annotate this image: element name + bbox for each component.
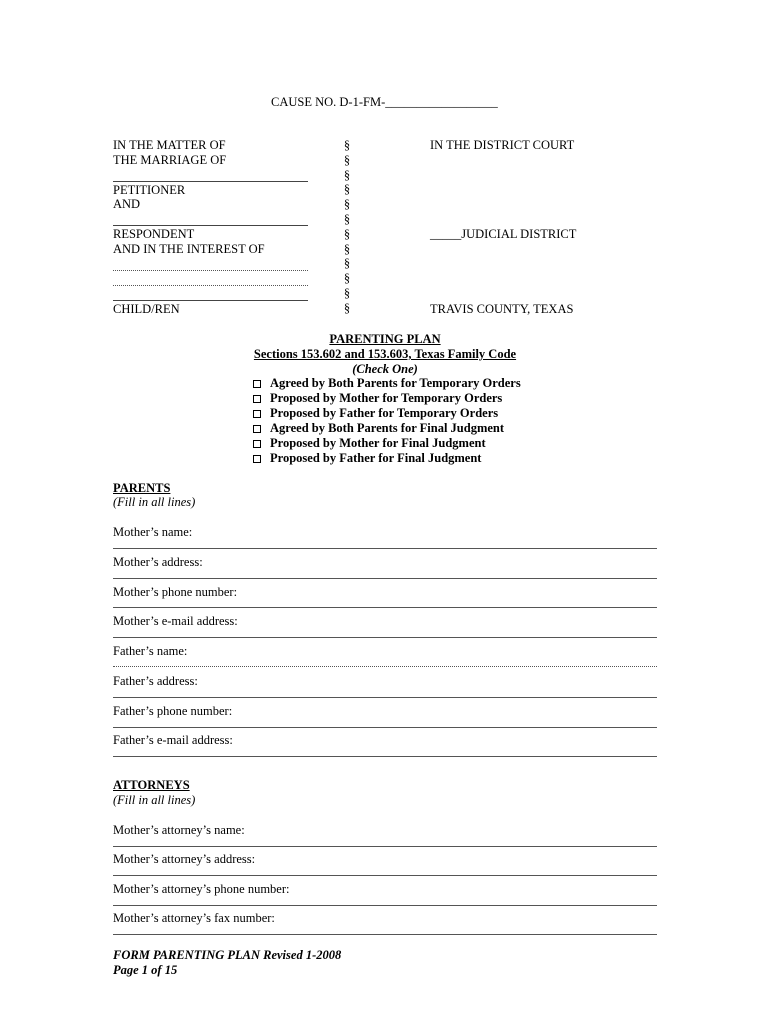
mother-attorney-name-line[interactable]: [113, 846, 657, 847]
checkbox[interactable]: [253, 425, 261, 433]
section-symbol: §: [343, 300, 351, 315]
mother-phone-label: Mother’s phone number:: [113, 585, 238, 599]
respondent-name-line[interactable]: [113, 225, 308, 226]
father-phone-line[interactable]: [113, 727, 657, 728]
plan-option-label: Proposed by Mother for Temporary Orders: [270, 391, 503, 405]
mother-email-label: Mother’s e-mail address:: [113, 614, 238, 628]
mother-attorney-phone-label: Mother’s attorney’s phone number:: [113, 882, 290, 896]
checkbox[interactable]: [253, 455, 261, 463]
mother-address-line[interactable]: [113, 578, 657, 579]
plan-option-label: Proposed by Mother for Final Judgment: [270, 436, 486, 450]
and-label: AND: [113, 197, 141, 211]
caption-matter-line: IN THE MATTER OF: [113, 138, 226, 152]
mother-attorney-phone-line[interactable]: [113, 905, 657, 906]
cause-number-label: CAUSE NO. D-1-FM-: [271, 95, 386, 109]
form-revision: FORM PARENTING PLAN Revised 1-2008: [113, 948, 342, 962]
plan-type-options: [250, 376, 521, 466]
section-symbol: §: [343, 271, 351, 286]
section-symbol: §: [343, 256, 351, 271]
plan-option-mother-final[interactable]: [250, 436, 521, 451]
attorneys-instruction: (Fill in all lines): [113, 793, 196, 807]
father-name-line[interactable]: [113, 666, 657, 667]
plan-option-mother-temporary[interactable]: [250, 391, 521, 406]
father-email-line[interactable]: [113, 756, 657, 757]
checkbox[interactable]: [253, 440, 261, 448]
page-footer: [113, 948, 341, 978]
child-name-line-1[interactable]: [113, 270, 308, 271]
mother-name-line[interactable]: [113, 548, 657, 549]
checkbox[interactable]: [253, 380, 261, 388]
parents-heading: PARENTS: [113, 481, 171, 495]
father-name-label: Father’s name:: [113, 644, 188, 658]
check-one-label: (Check One): [352, 362, 418, 376]
plan-option-label: Proposed by Father for Temporary Orders: [270, 406, 499, 420]
cause-number: [271, 95, 498, 110]
plan-option-father-temporary[interactable]: [250, 406, 521, 421]
interest-label: AND IN THE INTEREST OF: [113, 242, 265, 256]
father-email-label: Father’s e-mail address:: [113, 733, 233, 747]
father-address-line[interactable]: [113, 697, 657, 698]
petitioner-name-line[interactable]: [113, 181, 308, 182]
mother-attorney-address-label: Mother’s attorney’s address:: [113, 852, 256, 866]
plan-option-agreed-temporary[interactable]: [250, 376, 521, 391]
child-name-line-3[interactable]: [113, 300, 308, 301]
section-symbol: §: [343, 226, 351, 241]
father-address-label: Father’s address:: [113, 674, 198, 688]
petitioner-label: PETITIONER: [113, 183, 186, 197]
section-symbol: §: [343, 285, 351, 300]
children-label: CHILD/REN: [113, 302, 180, 316]
mother-attorney-fax-label: Mother’s attorney’s fax number:: [113, 911, 275, 925]
section-symbol-column: [340, 138, 354, 316]
plan-sections: Sections 153.602 and 153.603, Texas Family Code: [253, 347, 517, 361]
cause-number-blank[interactable]: __________________: [385, 95, 498, 109]
mother-attorney-address-line[interactable]: [113, 875, 657, 876]
section-symbol: §: [343, 167, 351, 182]
section-symbol: §: [343, 197, 351, 212]
mother-name-label: Mother’s name:: [113, 525, 193, 539]
checkbox[interactable]: [253, 410, 261, 418]
section-symbol: §: [343, 241, 351, 256]
plan-option-father-final[interactable]: [250, 451, 521, 466]
plan-title: PARENTING PLAN: [329, 332, 441, 346]
plan-title-block: [0, 332, 770, 377]
mother-address-label: Mother’s address:: [113, 555, 203, 569]
section-symbol: §: [343, 152, 351, 167]
page-number: Page 1 of 15: [113, 963, 178, 977]
child-name-line-2[interactable]: [113, 285, 308, 286]
mother-attorney-fax-line[interactable]: [113, 934, 657, 935]
section-symbol: §: [343, 138, 351, 152]
father-phone-label: Father’s phone number:: [113, 704, 233, 718]
district-court-label: IN THE DISTRICT COURT: [430, 138, 575, 152]
plan-option-label: Proposed by Father for Final Judgment: [270, 451, 482, 465]
county-label: TRAVIS COUNTY, TEXAS: [430, 302, 574, 316]
mother-phone-line[interactable]: [113, 607, 657, 608]
section-symbol: §: [343, 182, 351, 197]
plan-option-agreed-final[interactable]: [250, 421, 521, 436]
plan-option-label: Agreed by Both Parents for Final Judgment: [270, 421, 505, 435]
section-symbol: §: [343, 211, 351, 226]
mother-email-line[interactable]: [113, 637, 657, 638]
checkbox[interactable]: [253, 395, 261, 403]
caption-marriage-line: THE MARRIAGE OF: [113, 153, 227, 167]
judicial-district-label: JUDICIAL DISTRICT: [461, 227, 577, 241]
judicial-district: [430, 227, 576, 242]
plan-option-label: Agreed by Both Parents for Temporary Orders: [270, 376, 521, 390]
parents-instruction: (Fill in all lines): [113, 495, 196, 509]
attorneys-heading: ATTORNEYS: [113, 778, 190, 792]
mother-attorney-name-label: Mother’s attorney’s name:: [113, 823, 245, 837]
judicial-district-blank[interactable]: _____: [430, 227, 462, 241]
respondent-label: RESPONDENT: [113, 227, 195, 241]
